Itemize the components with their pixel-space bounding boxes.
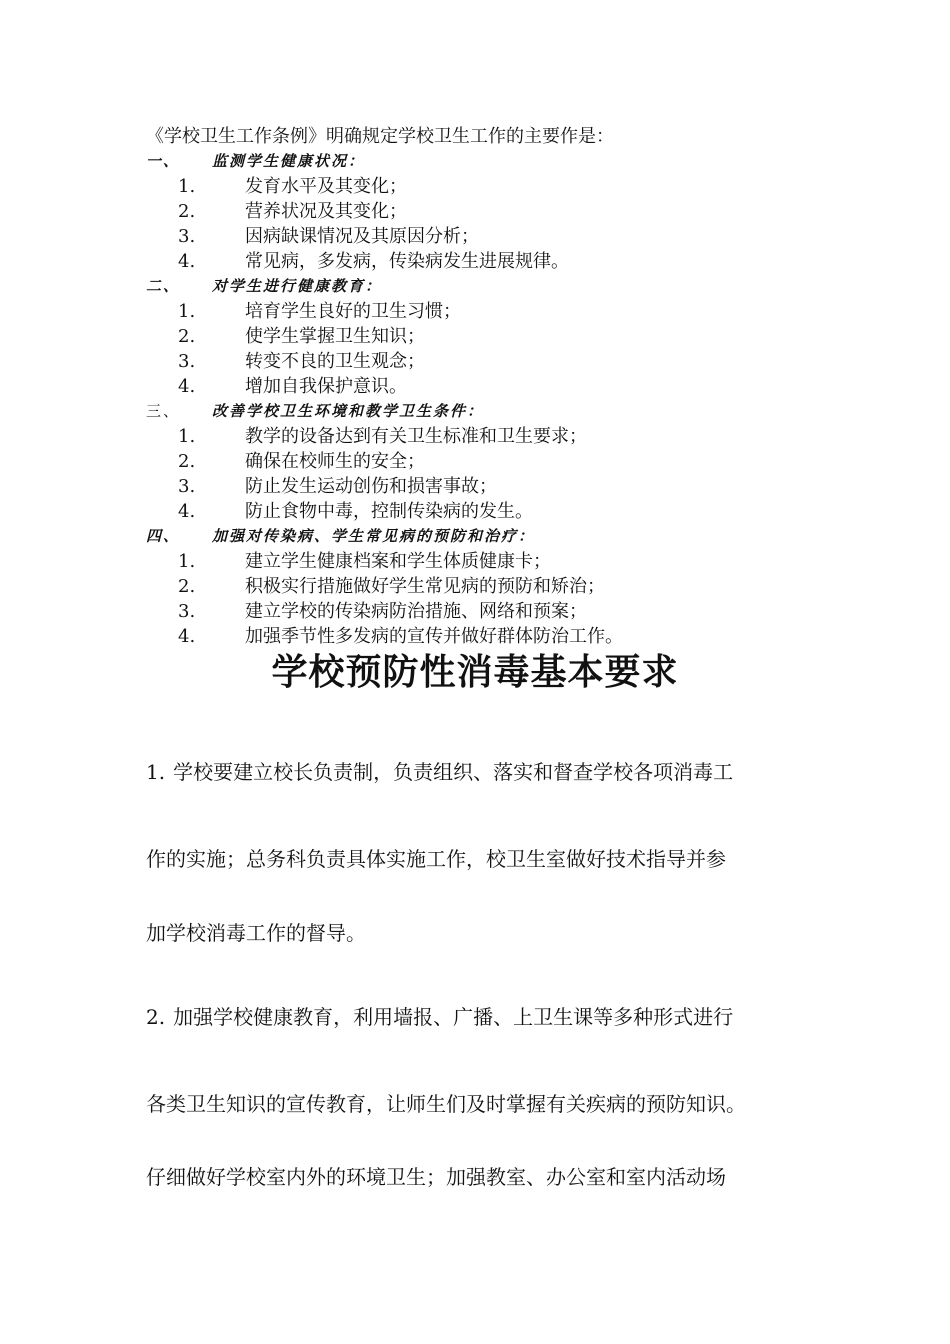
item-number: 3. <box>178 226 196 247</box>
paragraph-2-line-1 <box>146 1002 733 1032</box>
list-item <box>146 574 846 599</box>
paragraph-1-line-1 <box>146 757 733 787</box>
section-4 <box>146 524 846 649</box>
list-item <box>146 374 846 399</box>
list-item <box>146 624 846 649</box>
list-item <box>146 424 846 449</box>
item-text: 积极实行措施做好学生常见病的预防和矫治； <box>245 576 605 597</box>
list-item <box>146 199 846 224</box>
list-item <box>146 499 846 524</box>
section-title: 监测学生健康状况： <box>212 152 366 170</box>
section-number: 四、 <box>146 527 181 545</box>
item-text: 使学生掌握卫生知识； <box>245 326 425 347</box>
section-heading <box>146 149 846 174</box>
paragraph-1-line-3: 加学校消毒工作的督导。 <box>146 921 366 945</box>
section-title: 对学生进行健康教育： <box>212 277 383 295</box>
item-number: 4. <box>178 251 196 272</box>
list-item <box>146 324 846 349</box>
paragraph-number: 2. <box>146 1005 166 1029</box>
item-text: 转变不良的卫生观念； <box>245 351 425 372</box>
intro-line: 《学校卫生工作条例》明确规定学校卫生工作的主要作是： <box>146 126 614 147</box>
item-number: 2. <box>178 576 196 597</box>
section-2 <box>146 274 846 399</box>
list-item <box>146 549 846 574</box>
item-number: 1. <box>178 176 196 197</box>
item-number: 2. <box>178 326 196 347</box>
item-text: 增加自我保护意识。 <box>245 376 407 397</box>
list-item <box>146 449 846 474</box>
section-3 <box>146 399 846 524</box>
section-number: 一、 <box>146 152 181 170</box>
item-text: 确保在校师生的安全； <box>245 451 425 472</box>
item-number: 1. <box>178 426 196 447</box>
section-number: 三、 <box>146 402 181 420</box>
item-number: 3. <box>178 601 196 622</box>
list-item <box>146 599 846 624</box>
item-text: 防止食物中毒，控制传染病的发生。 <box>245 501 533 522</box>
item-number: 4. <box>178 376 196 397</box>
list-item <box>146 249 846 274</box>
section-title: 改善学校卫生环境和教学卫生条件： <box>212 402 485 420</box>
item-number: 1. <box>178 551 196 572</box>
item-text: 因病缺课情况及其原因分析； <box>245 226 479 247</box>
item-number: 2. <box>178 451 196 472</box>
section-number: 二、 <box>146 277 181 295</box>
list-item <box>146 349 846 374</box>
section-heading <box>146 399 846 424</box>
item-text: 教学的设备达到有关卫生标准和卫生要求； <box>245 426 587 447</box>
item-number: 2. <box>178 201 196 222</box>
item-text: 加强季节性多发病的宣传并做好群体防治工作。 <box>245 626 623 647</box>
list-item <box>146 474 846 499</box>
item-text: 常见病，多发病，传染病发生进展规律。 <box>245 251 569 272</box>
item-number: 4. <box>178 501 196 522</box>
item-text: 防止发生运动创伤和损害事故； <box>245 476 497 497</box>
list-item <box>146 224 846 249</box>
item-text: 营养状况及其变化； <box>245 201 407 222</box>
paragraph-2-line-2: 各类卫生知识的宣传教育，让师生们及时掌握有关疾病的预防知识。 <box>146 1092 746 1116</box>
list-item <box>146 299 846 324</box>
section-heading <box>146 274 846 299</box>
item-number: 1. <box>178 301 196 322</box>
paragraph-text: 学校要建立校长负责制，负责组织、落实和督查学校各项消毒工 <box>173 760 734 784</box>
item-number: 4. <box>178 626 196 647</box>
section-title: 加强对传染病、学生常见病的预防和治疗： <box>212 527 536 545</box>
list-item <box>146 174 846 199</box>
item-text: 发育水平及其变化； <box>245 176 407 197</box>
item-number: 3. <box>178 476 196 497</box>
section-heading <box>146 524 846 549</box>
paragraph-2-line-3: 仔细做好学校室内外的环境卫生；加强教室、办公室和室内活动场 <box>146 1165 726 1189</box>
item-text: 建立学生健康档案和学生体质健康卡； <box>245 551 551 572</box>
section-1 <box>146 149 846 274</box>
item-text: 建立学校的传染病防治措施、网络和预案； <box>245 601 587 622</box>
item-text: 培育学生良好的卫生习惯； <box>245 301 461 322</box>
page-title: 学校预防性消毒基本要求 <box>271 652 679 693</box>
paragraph-number: 1. <box>146 760 166 784</box>
paragraph-text: 加强学校健康教育，利用墙报、广播、上卫生课等多种形式进行 <box>173 1005 734 1029</box>
item-number: 3. <box>178 351 196 372</box>
duties-outline <box>146 149 846 649</box>
paragraph-1-line-2: 作的实施；总务科负责具体实施工作，校卫生室做好技术指导并参 <box>146 847 726 871</box>
